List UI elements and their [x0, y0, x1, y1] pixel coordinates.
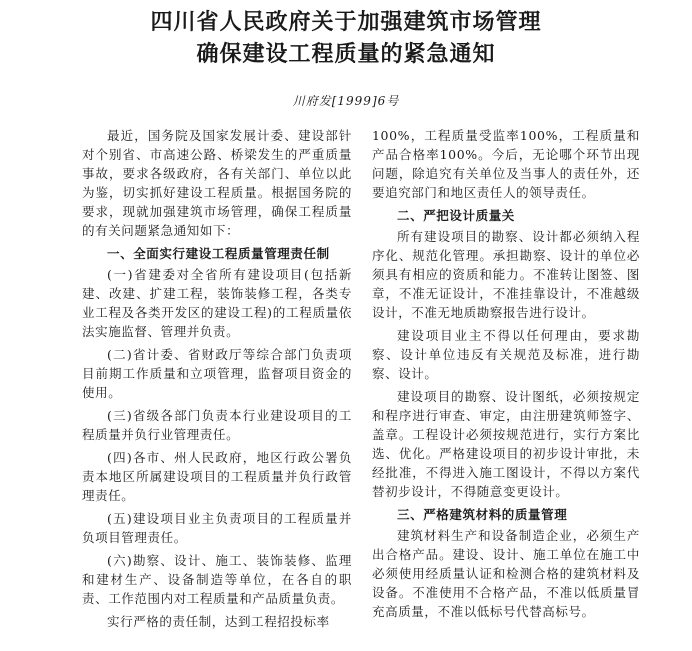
paragraph: 所有建设项目的勘察、设计都必须纳入程序化、规范化管理。承担勘察、设计的单位必须具有相应的资质和能力。不准转让图签、图章，不准无证设计，不准挂靠设计，不准越级设计，不准无地质勘察报告进行设计。	[372, 229, 640, 320]
paragraph: 建设项目业主不得以任何理由，要求勘察、设计单位违反有关规范及标准，进行勘察、设计。	[372, 328, 640, 381]
document-title-line-2: 确保建设工程质量的紧急通知	[196, 42, 496, 67]
section-heading-1: 一、全面实行建设工程质量管理责任制	[107, 246, 330, 261]
paragraph-continued: 100%，工程质量受监率100%，工程质量和产品合格率100%。今后，无论哪个环节出现问题，除追究有关单位及当事人的责任外，还要追究部门和地区责任人的领导责任。	[372, 128, 640, 200]
intro-paragraph: 最近，国务院及国家发展计委、建设部针对个别省、市高速公路、桥梁发生的严重质量事故，要求各级政府，各有关部门、单位以此为鉴，切实抓好建设工程质量。根据国务院的要求，现就加强建筑市场管理，确保工程质量的有关问题紧急通知如下：	[82, 128, 352, 238]
list-item: (三)省级各部门负责本行业建设项目的工程质量并负行业管理责任。	[82, 408, 352, 442]
paragraph: 建设项目的勘察、设计图纸，必须按规定和程序进行审查、审定，由注册建筑师签字、盖章。工程设计必须按规范进行，实行方案比选、优化。严格建设项目的初步设计审批，未经批准，不得进入施工图设计，不得以方案代替初步设计，不得随意变更设计。	[372, 389, 640, 499]
list-item: (二)省计委、省财政厅等综合部门负责项目前期工作质量和立项管理，监督项目资金的使用。	[82, 347, 352, 400]
left-column	[82, 126, 352, 635]
paragraph: 建筑材料生产和设备制造企业，必须生产出合格产品。建设、设计、施工单位在施工中必须使用经质量认证和检测合格的建筑材料及设备。不准使用不合格产品，不准以低质量冒充高质量，不准以低标号代替高标号。	[372, 528, 640, 619]
list-item: (四)各市、州人民政府，地区行政公署负责本地区所属建设项目的工程质量并负行政管理责任。	[82, 450, 352, 503]
section-heading-2: 二、严把设计质量关	[397, 208, 515, 223]
right-column	[372, 126, 640, 625]
list-item: (六)勘察、设计、施工、装饰装修、监理和建材生产、设备制造等单位，在各自的职责、工作范围内对工程质量和产品质量负责。	[82, 553, 352, 606]
document-title-line-1: 四川省人民政府关于加强建筑市场管理	[150, 10, 542, 35]
section-heading-3: 三、严格建筑材料的质量管理	[397, 507, 568, 522]
list-item: (五)建设项目业主负责项目的工程质量并负项目管理责任。	[82, 511, 352, 545]
document-number: 川府发[1999]6号	[292, 94, 400, 108]
paragraph: 实行严格的责任制，达到工程招投标率	[107, 614, 330, 629]
list-item: (一)省建委对全省所有建设项目(包括新建、改建、扩建工程，装饰装修工程，各类专业工程及各类开发区的建设工程)的工程质量依法实施监督、管理并负责。	[82, 267, 352, 339]
